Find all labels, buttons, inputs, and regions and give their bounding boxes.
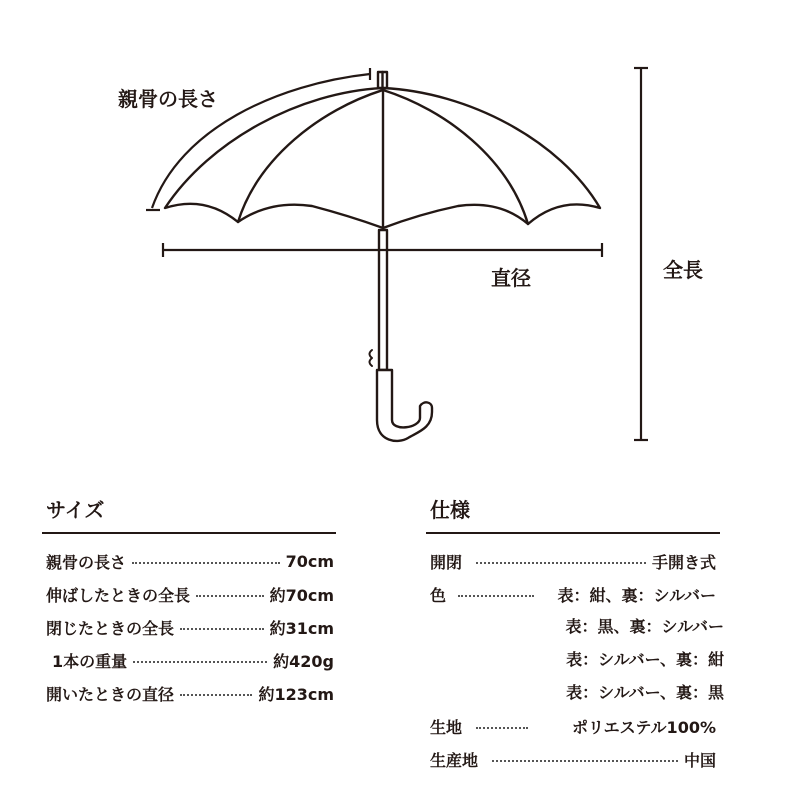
row-label: 1本の重量 bbox=[52, 651, 128, 671]
size-row-extended-length bbox=[46, 583, 334, 605]
spec-row-origin bbox=[430, 748, 716, 770]
row-label: 開閉 bbox=[430, 552, 463, 572]
size-row-weight bbox=[52, 649, 334, 671]
umbrella-button bbox=[370, 350, 373, 366]
dot-leader bbox=[458, 595, 534, 597]
spec-divider bbox=[426, 532, 720, 534]
total-length-label: 全長 bbox=[663, 258, 703, 282]
spec-row-color bbox=[430, 583, 716, 605]
row-label: 親骨の長さ bbox=[46, 552, 127, 572]
dot-leader bbox=[492, 760, 678, 762]
row-label: 生地 bbox=[430, 717, 463, 737]
size-title: サイズ bbox=[46, 498, 105, 522]
dot-leader bbox=[132, 562, 280, 564]
spec-title: 仕様 bbox=[430, 498, 470, 522]
row-label: 生産地 bbox=[430, 750, 479, 770]
row-value: 約420g bbox=[273, 651, 334, 671]
dot-leader bbox=[476, 562, 646, 564]
color-value-2: 表：黒、裏：シルバー bbox=[565, 617, 724, 636]
dot-leader bbox=[133, 661, 267, 663]
diameter-label: 直径 bbox=[491, 266, 531, 290]
row-label: 開いたときの直径 bbox=[46, 684, 175, 704]
dot-leader bbox=[196, 595, 264, 597]
spec-row-opening bbox=[430, 550, 716, 572]
size-row-diameter bbox=[46, 682, 334, 704]
row-value: 手開き式 bbox=[651, 552, 716, 572]
size-section bbox=[42, 498, 336, 704]
color-value-4: 表：シルバー、裏：黒 bbox=[566, 683, 724, 702]
dot-leader bbox=[476, 727, 528, 729]
dot-leader bbox=[180, 628, 264, 630]
color-value-3: 表：シルバー、裏：紺 bbox=[566, 650, 724, 669]
row-value: 中国 bbox=[683, 750, 716, 770]
spec-section bbox=[426, 498, 724, 770]
row-label: 伸ばしたときの全長 bbox=[46, 585, 191, 605]
dot-leader bbox=[180, 694, 252, 696]
rib-length-label: 親骨の長さ bbox=[118, 87, 218, 111]
size-row-closed-length bbox=[46, 616, 334, 638]
size-row-rib-length bbox=[46, 550, 334, 572]
row-value: 約70cm bbox=[269, 585, 334, 605]
row-value: 約123cm bbox=[258, 684, 334, 704]
row-label: 閉じたときの全長 bbox=[46, 618, 175, 638]
row-value: 70cm bbox=[285, 551, 334, 571]
row-value: 約31cm bbox=[269, 618, 334, 638]
size-divider bbox=[42, 532, 336, 534]
umbrella-handle bbox=[377, 370, 432, 441]
row-value: ポリエステル100% bbox=[572, 717, 716, 737]
umbrella-rib-right bbox=[383, 90, 528, 224]
umbrella-rib-left bbox=[238, 90, 383, 222]
spec-row-fabric bbox=[430, 715, 716, 737]
row-label: 色 bbox=[430, 585, 447, 605]
color-value-1: 表：紺、裏：シルバー bbox=[557, 585, 716, 605]
